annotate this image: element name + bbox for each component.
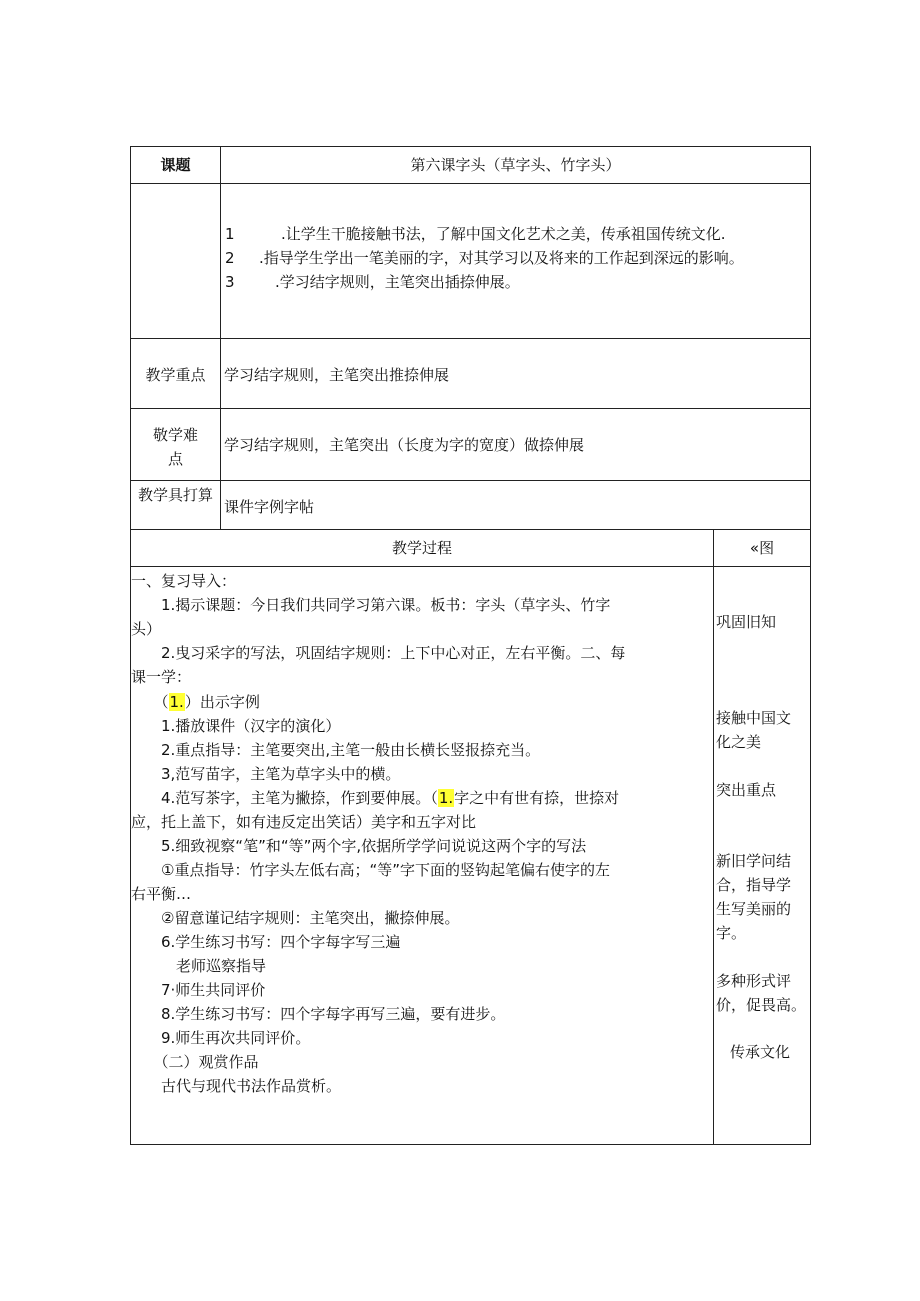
objectives-list [221, 184, 811, 339]
process-line: 课一学： [131, 668, 192, 686]
process-line: 一、复习导入： [131, 572, 237, 590]
process-line: ②留意谨记结字规则：主笔突出，撇捺伸展。 [131, 909, 460, 927]
intent-note: 接触中国文 化之美 [716, 709, 792, 751]
process-content [131, 567, 714, 1145]
topic-row [131, 147, 811, 184]
process-line: 1.揭示课题：今日我们共同学习第六课。板书：字头（草字头、竹字 [131, 596, 611, 614]
process-line: 右平衡… [131, 885, 192, 903]
lesson-plan [130, 146, 810, 1145]
process-line: （二）观赏作品 [131, 1053, 259, 1071]
process-line: 3,范写苗字，主笔为草字头中的横。 [131, 765, 401, 783]
process-line: 9.师生再次共同评价。 [131, 1029, 311, 1047]
process-line: 头） [131, 620, 162, 638]
key-point-label: 教学重点 [131, 339, 221, 409]
tools-row [131, 481, 811, 530]
process-line: 5.细致视察“笔”和“等”两个字,依据所学学问说说这两个字的写法 [131, 837, 587, 855]
process-line: 应，托上盖下，如有违反定出笑话）美字和五字对比 [131, 813, 477, 831]
process-line: （1.）出示字例 [131, 693, 260, 711]
difficulty-row [131, 409, 811, 481]
process-line: 1.播放课件（汉字的演化） [131, 717, 341, 735]
process-line: 4.范写茶字，主笔为撇捺，作到要伸展。（1.字之中有世有捺，世捺对 [131, 789, 620, 807]
difficulty-label [131, 409, 221, 481]
objective-item: 3 .学习结字规则，主笔突出插捺伸展。 [225, 273, 520, 291]
process-body-row [131, 567, 811, 1145]
process-line: 8.学生练习书写：四个字每字再写三遍，要有进步。 [131, 1005, 506, 1023]
process-line: 古代与现代书法作品赏析。 [131, 1077, 342, 1095]
key-point-value: 学习结字规则，主笔突出推捺伸展 [221, 339, 811, 409]
difficulty-label-line2: 点 [167, 450, 183, 468]
objective-item: 2 .指导学生学出一笔美丽的字，对其学习以及将来的工作起到深远的影响。 [225, 249, 744, 267]
process-header: 教学过程 [131, 530, 714, 567]
topic-label: 课题 [131, 147, 221, 184]
intent-note: 多种形式评 价，促畏高。 [716, 972, 807, 1014]
difficulty-label-line1: 敬学难 [152, 426, 198, 444]
intent-note: 传承文化 [730, 1043, 791, 1061]
objectives-row [131, 184, 811, 339]
process-line: 老师巡察指导 [131, 957, 267, 975]
intent-column [714, 567, 811, 1145]
process-line: 2.重点指导：主笔要突出,主笔一般由长横长竖报捺充当。 [131, 741, 541, 759]
process-line: ①重点指导：竹字头左低右高；“等”字下面的竖钩起笔偏右使字的左 [131, 861, 610, 879]
process-line: 7·师生共同评价 [131, 981, 266, 999]
difficulty-value: 学习结字规则，主笔突出（长度为字的宽度）做捺伸展 [221, 409, 811, 481]
objective-item: 1 .让学生干脆接触书法，了解中国文化艺术之美，传承祖国传统文化. [225, 225, 726, 243]
tools-value: 课件字例字帖 [221, 481, 811, 530]
intent-note: 巩固旧知 [716, 613, 777, 631]
process-line: 2.曳习采字的写法，巩固结字规则：上下中心对正，左右平衡。二、每 [131, 644, 626, 662]
process-header-row [131, 530, 811, 567]
lesson-table [130, 146, 811, 1145]
key-point-row [131, 339, 811, 409]
process-line: 6.学生练习书写：四个字每字写三遍 [131, 933, 401, 951]
topic-value: 第六课字头（草字头、竹字头） [221, 147, 811, 184]
highlight-mark: 1. [438, 789, 454, 807]
highlight-mark: 1. [169, 693, 184, 711]
intent-header: «图 [714, 530, 811, 567]
intent-note: 新旧学问结 合，指导学 生写美丽的 字。 [716, 852, 792, 942]
tools-label: 教学具打算 [131, 481, 221, 530]
intent-note: 突出重点 [716, 781, 777, 799]
objectives-label [131, 184, 221, 339]
